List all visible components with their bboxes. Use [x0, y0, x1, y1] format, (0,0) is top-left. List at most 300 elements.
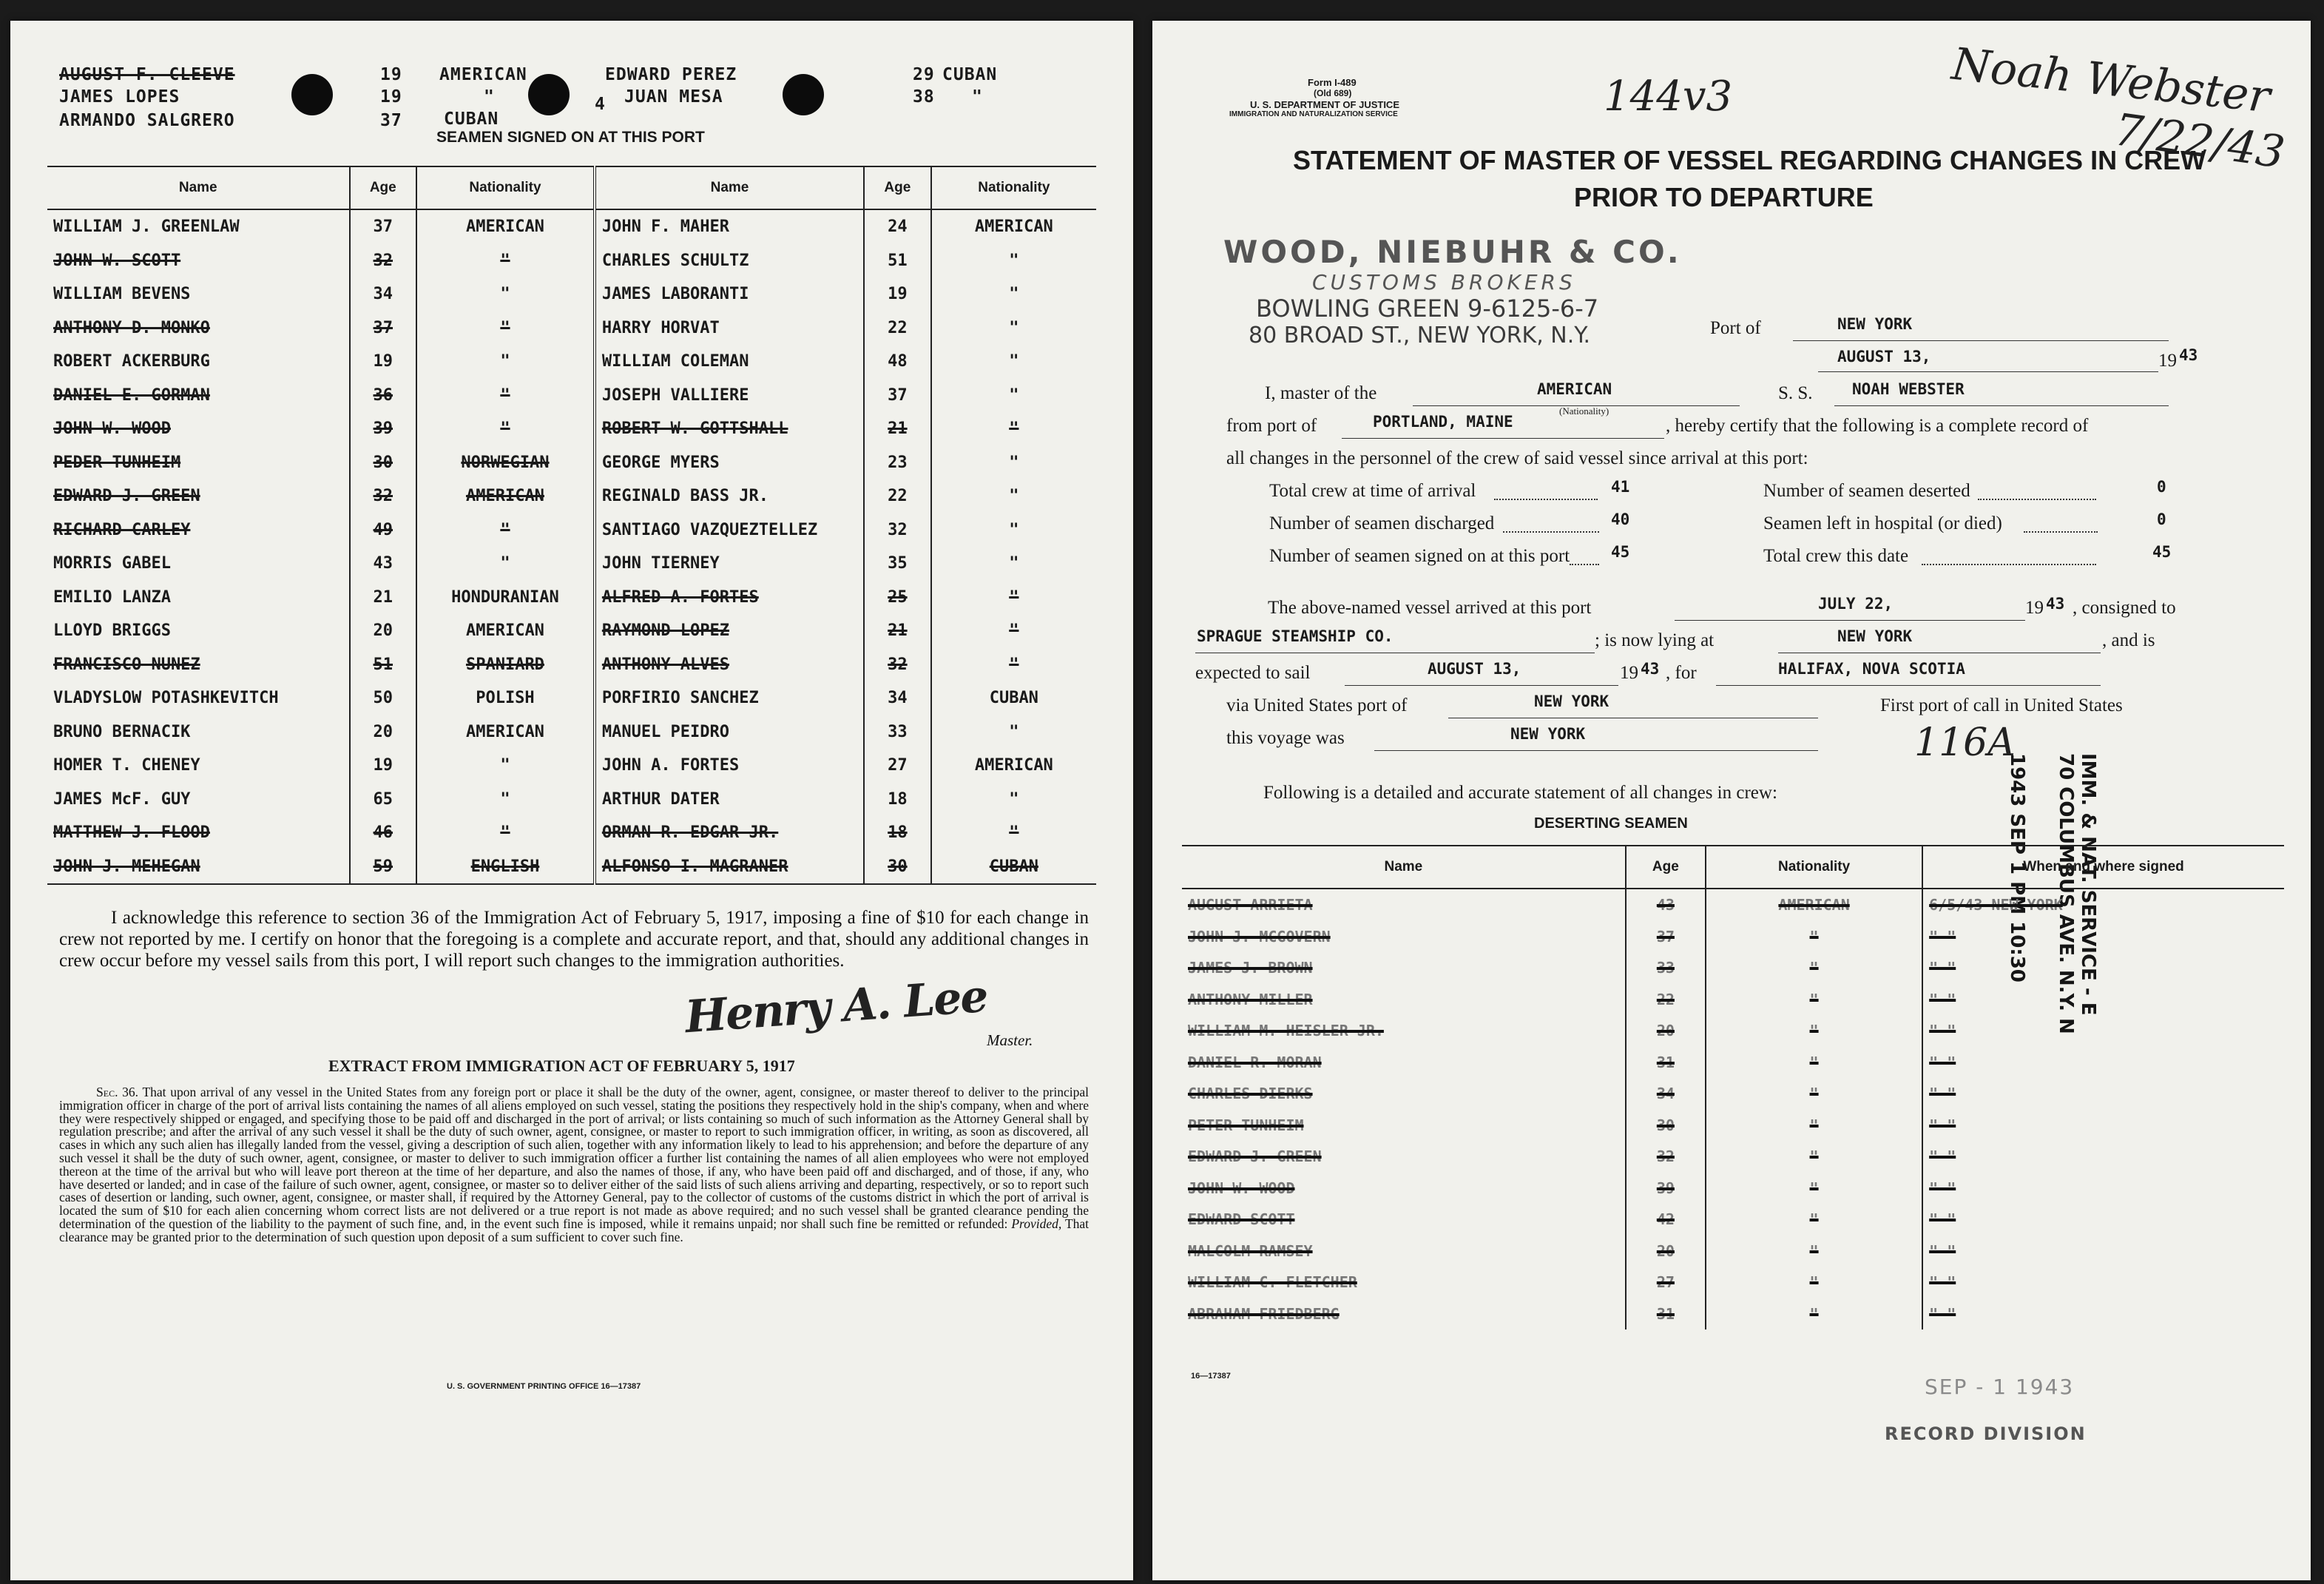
seaman-age: 19 [350, 749, 417, 783]
table-row [47, 209, 1096, 244]
seaman-name: WILLIAM COLEMAN [595, 345, 864, 379]
seaman-age: 32 [350, 479, 417, 513]
table-row [47, 783, 1096, 817]
from-port-label: from port of [1226, 416, 1317, 436]
deserter-nationality: " [1706, 1298, 1922, 1330]
lying-text: ; is now lying at [1595, 630, 1715, 650]
port-label: Port of [1710, 318, 1761, 338]
destination-line [1716, 685, 2101, 686]
seaman-age: 24 [864, 209, 931, 244]
seaman-nationality: " [416, 749, 595, 783]
old-form-number: (Old 689) [1314, 88, 1352, 98]
broker-address: 80 BROAD ST., NEW YORK, N.Y. [1249, 323, 1591, 348]
seaman-name: REGINALD BASS JR. [595, 479, 864, 513]
deserter-nationality: " [1706, 1047, 1922, 1079]
deserter-nationality: " [1706, 1267, 1922, 1298]
col-header-name: Name [1182, 846, 1626, 889]
sail-year-prefix: 19 [1620, 663, 1638, 683]
broker-phone: BOWLING GREEN 9-6125-6-7 [1256, 294, 1599, 323]
deserting-title: DESERTING SEAMEN [1534, 815, 1688, 832]
year-prefix: 19 [2158, 351, 2177, 371]
changes-text: all changes in the personnel of the crew of said vessel since arrival at this port: [1226, 448, 1808, 468]
table-row [1182, 1141, 2284, 1173]
col-header-name: Name [47, 166, 350, 209]
deserted-label: Number of seamen deserted [1763, 481, 1970, 501]
seaman-age: 18 [864, 783, 931, 817]
top-nationality: " [484, 87, 495, 107]
seaman-name: JOHN TIERNEY [595, 547, 864, 581]
department-name: U. S. DEPARTMENT OF JUSTICE [1250, 99, 1399, 110]
seaman-nationality: HONDURANIAN [416, 581, 595, 615]
certify-text: , hereby certify that the following is a complete record of [1666, 416, 2089, 436]
seaman-name: PEDER TUNHEIM [53, 453, 181, 472]
handwritten-ship-name: Noah Webster [1949, 38, 2273, 124]
top-name: EDWARD PEREZ [605, 65, 737, 84]
left-page [10, 21, 1133, 1580]
seaman-name: ARTHUR DATER [595, 783, 864, 817]
seaman-name: EDWARD J. GREEN [53, 487, 200, 506]
seaman-name: JOHN F. MAHER [595, 209, 864, 244]
seaman-nationality: SPANIARD [416, 648, 595, 682]
seaman-nationality: " [931, 783, 1096, 817]
received-stamp: SEP - 1 1943 [1925, 1375, 2075, 1399]
deserting-seamen-table [1182, 845, 2284, 1329]
col-header-age: Age [350, 166, 417, 209]
seaman-age: 21 [350, 581, 417, 615]
seaman-nationality: " [931, 648, 1096, 682]
seaman-name: HOMER T. CHENEY [53, 756, 200, 775]
col-header-age: Age [864, 166, 931, 209]
total-arrival-value: 41 [1611, 478, 1630, 496]
seaman-name: MATTHEW J. FLOOD [53, 823, 210, 843]
deserter-nationality: " [1706, 921, 1922, 953]
punch-hole [528, 74, 570, 115]
deserter-age: 33 [1626, 952, 1706, 984]
sail-date: AUGUST 13, [1428, 660, 1521, 678]
form-title-line-2: PRIOR TO DEPARTURE [1574, 182, 1874, 212]
table-row [47, 345, 1096, 379]
handwritten-116a: 116A [1914, 721, 2016, 765]
voyage-line [1374, 750, 1818, 751]
deserter-nationality: " [1706, 1110, 1922, 1142]
seaman-name: ANTHONY ALVES [595, 648, 864, 682]
seaman-name: ALFRED A. FORTES [595, 581, 864, 615]
table-row [47, 513, 1096, 547]
table-row [1182, 1204, 2284, 1236]
form-title-line-1: STATEMENT OF MASTER OF VESSEL REGARDING CHANGES IN CREW [1293, 145, 2206, 175]
seaman-age: 35 [864, 547, 931, 581]
seaman-nationality: AMERICAN [416, 479, 595, 513]
total-date-value: 45 [2152, 543, 2172, 561]
dots [1922, 564, 2096, 565]
extract-title: EXTRACT FROM IMMIGRATION ACT OF FEBRUARY 5, 1917 [328, 1056, 795, 1075]
deserter-name: CHARLES DIERKS [1188, 1085, 1313, 1103]
seaman-name: ORMAN R. EDGAR JR. [595, 816, 864, 850]
seaman-nationality: " [416, 412, 595, 446]
table-row [1182, 952, 2284, 984]
top-nationality: AMERICAN [439, 65, 527, 84]
top-nationality: " [972, 87, 983, 107]
seaman-name: RICHARD CARLEY [53, 520, 191, 539]
seaman-nationality: " [931, 277, 1096, 311]
table-row [47, 648, 1096, 682]
from-port-line [1342, 438, 1664, 439]
col-header-nationality: Nationality [416, 166, 595, 209]
deserter-age: 30 [1626, 1110, 1706, 1142]
dots [1503, 531, 1599, 533]
table-row [47, 479, 1096, 513]
seaman-age: 32 [864, 513, 931, 547]
seaman-age: 18 [864, 816, 931, 850]
for-text: , for [1666, 663, 1697, 683]
seaman-age: 51 [864, 244, 931, 278]
table-row [47, 581, 1096, 615]
seaman-name: PORFIRIO SANCHEZ [595, 681, 864, 715]
deserter-name: PETER TUNHEIM [1188, 1116, 1304, 1134]
expected-text: expected to sail [1195, 663, 1311, 683]
seaman-nationality: AMERICAN [416, 614, 595, 648]
table-row [47, 244, 1096, 278]
table-row [47, 379, 1096, 413]
following-text: Following is a detailed and accurate statement of all changes in crew: [1263, 783, 1777, 803]
deserter-nationality: " [1706, 1204, 1922, 1236]
seaman-age: 34 [350, 277, 417, 311]
deserter-nationality: " [1706, 1236, 1922, 1267]
deserter-when-where: " " [1922, 1204, 2284, 1236]
seaman-name: WILLIAM J. GREENLAW [53, 218, 240, 237]
deserter-when-where: " " [1922, 1078, 2284, 1110]
broker-type: CUSTOMS BROKERS [1312, 270, 1576, 294]
seaman-nationality: " [416, 816, 595, 850]
seaman-age: 27 [864, 749, 931, 783]
seaman-nationality: ENGLISH [416, 850, 595, 885]
seaman-age: 36 [350, 379, 417, 413]
master-signature: Henry A. Lee [683, 970, 989, 1044]
deserter-nationality: " [1706, 1141, 1922, 1173]
deserter-when-where: " " [1922, 1236, 2284, 1267]
seaman-nationality: " [931, 446, 1096, 480]
ship-name: NOAH WEBSTER [1852, 380, 1965, 398]
deserter-when-where: " " [1922, 921, 2284, 953]
deserter-name: ANTHONY MILLER [1188, 990, 1313, 1008]
top-age: 29 [913, 65, 935, 84]
deserter-when-where: " " [1922, 1141, 2284, 1173]
col-header-nationality: Nationality [1706, 846, 1922, 889]
seaman-age: 20 [350, 715, 417, 749]
seaman-nationality: " [931, 513, 1096, 547]
date-value: AUGUST 13, [1837, 348, 1931, 365]
deserter-age: 42 [1626, 1204, 1706, 1236]
section-body: That upon arrival of any vessel in the United States from any foreign port or place it shall be the duty of the owner, agent, consignee, or master thereof to deliver to the principal immigration officer in charge of the port of arrival lists containing the names of all aliens employed on such vessel, stating the positions they respectively hold in the ship's company, when and where they were respectively shipped or engaged, and specifying those to be paid off and discharged in the port of arrival; or lists containing so much of such information as the Attorney General shall by regulation prescribe; and after the arrival of any such vessel it shall be the duty of such owner, agent, consignee, or master to report to such immigration officer, in writing, as soon as discovered, all cases in which any such alien has illegally landed from the vessel, giving a description of such alien, together with any information likely to lead to his apprehension; and before the departure of any such vessel it shall be the duty of such owner, agent, consignee, or master to deliver to such immigration officer a further list containing the names of all alien employees who were not employed thereon at the time of the arrival but who will leave port thereon at the time of her departure, and also the names of those, if any, who have been paid off and discharged, and of those, if any, who have deserted or landed; and in case of the failure of such owner, agent, consignee, or master so to deliver either of the said lists of such aliens arriving and departing, respectively, or so to report such cases of desertion or landing, such owner, agent, consignee, or master shall, if required by the Attorney General, pay to the collector of customs of the customs district in which the port of arrival is located the sum of $10 for each alien concerning whom correct lists are not delivered or a true report is not made as above required; and no such vessel shall be granted clearance pending the determination of the question of the liability to the payment of such fine, and, in the event such fine is imposed, while it remains unpaid; nor shall such fine be remitted or refunded: [59, 1085, 1089, 1231]
deserter-when-where: " " [1922, 1173, 2284, 1204]
seaman-nationality: " [931, 412, 1096, 446]
seaman-nationality: CUBAN [931, 850, 1096, 885]
from-port: PORTLAND, MAINE [1373, 413, 1513, 431]
deserter-nationality: AMERICAN [1706, 889, 1922, 921]
table-row [1182, 1047, 2284, 1079]
table-row [47, 547, 1096, 581]
date-line [1818, 371, 2158, 372]
deserter-when-where: " " [1922, 1110, 2284, 1142]
deserter-when-where: " " [1922, 1267, 2284, 1298]
seaman-age: 51 [350, 648, 417, 682]
deserter-age: 20 [1626, 1236, 1706, 1267]
imm-stamp-line-1: IMM. & NAT. SERVICE - E [2077, 753, 2099, 1016]
deserter-age: 27 [1626, 1267, 1706, 1298]
seaman-age: 19 [350, 345, 417, 379]
seaman-nationality: " [416, 783, 595, 817]
section-label: Sec. 36. [96, 1085, 139, 1099]
table-row [1182, 921, 2284, 953]
seaman-nationality: AMERICAN [416, 715, 595, 749]
table-row [47, 277, 1096, 311]
seaman-name: MORRIS GABEL [53, 554, 171, 573]
top-name: JAMES LOPES [59, 87, 180, 107]
master-label: Master. [987, 1031, 1033, 1049]
deserter-name: JOHN W. WOOD [1188, 1179, 1295, 1197]
seaman-name: CHARLES SCHULTZ [595, 244, 864, 278]
seaman-age: 19 [864, 277, 931, 311]
deserter-name: WILLIAM C. FLETCHER [1188, 1273, 1357, 1292]
deserted-value: 0 [2157, 478, 2166, 496]
seaman-age: 39 [350, 412, 417, 446]
seaman-name: JOHN W. SCOTT [53, 251, 181, 270]
provided-word: Provided, [1011, 1216, 1062, 1231]
nationality-caption: (Nationality) [1559, 405, 1609, 417]
seaman-name: ROBERT ACKERBURG [53, 352, 210, 371]
seaman-age: 21 [864, 614, 931, 648]
seaman-nationality: " [931, 379, 1096, 413]
signed-on-value: 45 [1611, 543, 1630, 561]
handwritten-date: 7/22/43 [2111, 104, 2288, 179]
hospital-value: 0 [2157, 510, 2166, 528]
deserter-nationality: " [1706, 1015, 1922, 1047]
seaman-age: 37 [350, 209, 417, 244]
seaman-nationality: CUBAN [931, 681, 1096, 715]
vessel-nationality: AMERICAN [1537, 380, 1612, 398]
deserter-name: JOHN J. MCGOVERN [1188, 927, 1331, 946]
seaman-age: 34 [864, 681, 931, 715]
seaman-name: ALFONSO I. MAGRANER [595, 850, 864, 885]
year-value: 43 [2179, 346, 2198, 364]
seaman-age: 37 [350, 311, 417, 346]
seaman-nationality: " [416, 277, 595, 311]
seaman-age: 33 [864, 715, 931, 749]
first-call-text: First port of call in United States [1880, 695, 2123, 715]
seaman-nationality: " [931, 581, 1096, 615]
dots [2024, 531, 2098, 533]
lying-at: NEW YORK [1837, 627, 1913, 645]
seaman-name: MANUEL PEIDRO [595, 715, 864, 749]
seaman-age: 22 [864, 311, 931, 346]
deserter-age: 37 [1626, 921, 1706, 953]
broker-name: WOOD, NIEBUHR & CO. [1223, 234, 1682, 270]
total-date-label: Total crew this date [1763, 546, 1909, 566]
deserter-when-where: " " [1922, 1047, 2284, 1079]
master-of-the-label: I, master of the [1265, 383, 1377, 403]
deserter-when-where: 6/5/43 NEW YORK [1922, 889, 2284, 921]
top-name: AUGUST F. CLEEVE [59, 65, 235, 84]
arrived-text: The above-named vessel arrived at this port [1268, 598, 1592, 618]
deserter-nationality: " [1706, 984, 1922, 1016]
table-row [1182, 1173, 2284, 1204]
seamen-signed-table [47, 166, 1096, 885]
seaman-name: RAYMOND LOPEZ [595, 614, 864, 648]
seaman-name: EMILIO LANZA [53, 587, 171, 607]
section-end: That clearance may be granted prior to the determination of such question upon deposit of a sum sufficient to cover such fine. [59, 1216, 1090, 1244]
seaman-name: GEORGE MYERS [595, 446, 864, 480]
top-age: 19 [380, 65, 402, 84]
deserter-nationality: " [1706, 1078, 1922, 1110]
seaman-nationality: " [931, 479, 1096, 513]
destination: HALIFAX, NOVA SCOTIA [1778, 660, 1965, 678]
seaman-nationality: " [416, 547, 595, 581]
dots [1570, 564, 1599, 565]
top-age: 38 [913, 87, 935, 107]
handwritten-number: 144v3 [1604, 73, 1733, 121]
via-port: NEW YORK [1534, 692, 1609, 710]
form-footer: 16—17387 [1191, 1372, 1231, 1381]
seaman-name: JOHN J. MEHEGAN [53, 857, 200, 876]
table-row [1182, 1110, 2284, 1142]
seaman-age: 50 [350, 681, 417, 715]
and-is-text: , and is [2102, 630, 2155, 650]
deserter-age: 31 [1626, 1298, 1706, 1330]
seaman-nationality: " [416, 311, 595, 346]
table-header-row [47, 166, 1096, 209]
dots [1494, 499, 1598, 500]
port-value: NEW YORK [1837, 315, 1913, 333]
top-four: 4 [595, 95, 606, 114]
arrived-year-prefix: 19 [2025, 598, 2044, 618]
deserter-age: 31 [1626, 1047, 1706, 1079]
seaman-nationality: " [931, 816, 1096, 850]
table-row [1182, 889, 2284, 921]
seaman-nationality: " [931, 345, 1096, 379]
imm-stamp-line-2: 70 COLUMBUS AVE. N.Y. N [2055, 753, 2077, 1034]
acknowledgement-text: I acknowledge this reference to section 36 of the Immigration Act of February 5, 1917, imposing a fine of $10 for each change in crew not reported by me. I certify on honor that the foregoing is a complete and accurate report, and that, should any additional changes in crew occur before my vessel sails from this port, I will report such changes to the immigration authorities. [59, 908, 1089, 971]
seaman-age: 32 [350, 244, 417, 278]
via-text: via United States port of [1226, 695, 1408, 715]
arrived-date: JULY 22, [1818, 595, 1894, 613]
seaman-name: VLADYSLOW POTASHKEVITCH [53, 689, 279, 708]
seaman-nationality: AMERICAN [931, 749, 1096, 783]
table-row [1182, 984, 2284, 1016]
seaman-age: 32 [864, 648, 931, 682]
seaman-age: 48 [864, 345, 931, 379]
arrived-year: 43 [2046, 595, 2065, 613]
table-row [47, 850, 1096, 885]
table-row [1182, 1298, 2284, 1330]
seaman-name: DANIEL E. GORMAN [53, 385, 210, 405]
printing-office-footer: U. S. GOVERNMENT PRINTING OFFICE 16—17387 [447, 1382, 641, 1391]
seaman-nationality: " [931, 715, 1096, 749]
table-row [1182, 1267, 2284, 1298]
seaman-nationality: AMERICAN [931, 209, 1096, 244]
seaman-nationality: " [416, 379, 595, 413]
seaman-nationality: " [931, 244, 1096, 278]
seaman-name: BRUNO BERNACIK [53, 722, 191, 741]
seaman-age: 20 [350, 614, 417, 648]
table-row [1182, 1015, 2284, 1047]
col-header-name: Name [595, 166, 864, 209]
table-row [47, 446, 1096, 480]
col-header-when-where: When and where signed [1922, 846, 2284, 889]
seaman-name: LLOYD BRIGGS [53, 621, 171, 641]
seaman-name: SANTIAGO VAZQUEZTELLEZ [595, 513, 864, 547]
seaman-nationality: POLISH [416, 681, 595, 715]
deserter-when-where: " " [1922, 1298, 2284, 1330]
deserter-age: 20 [1626, 1015, 1706, 1047]
signed-on-label: Number of seamen signed on at this port [1269, 546, 1570, 566]
port-line [1793, 340, 2169, 341]
seaman-age: 23 [864, 446, 931, 480]
form-number: Form I-489 [1308, 77, 1357, 88]
table-row [1182, 1236, 2284, 1267]
imm-stamp-date: 1943 SEP 1 PM 10:30 [2006, 753, 2028, 983]
deserter-name: EDWARD SCOTT [1188, 1210, 1295, 1229]
seaman-name: ANTHONY D. MONKO [53, 318, 210, 337]
seaman-age: 49 [350, 513, 417, 547]
seaman-age: 37 [864, 379, 931, 413]
deserter-name: WILLIAM M. HEISLER JR. [1188, 1022, 1384, 1040]
deserter-name: JAMES J. BROWN [1188, 959, 1313, 977]
top-nationality: CUBAN [444, 109, 499, 129]
top-nationality: CUBAN [942, 65, 998, 84]
deserter-age: 39 [1626, 1173, 1706, 1204]
punch-hole [783, 74, 824, 115]
total-arrival-label: Total crew at time of arrival [1269, 481, 1476, 501]
seaman-name: JOSEPH VALLIERE [595, 379, 864, 413]
col-header-nationality: Nationality [931, 166, 1096, 209]
deserter-when-where: " " [1922, 952, 2284, 984]
seaman-nationality: " [416, 244, 595, 278]
deserter-nationality: " [1706, 1173, 1922, 1204]
table-header-row [1182, 846, 2284, 889]
ship-name-line [1834, 405, 2169, 406]
seaman-name: HARRY HORVAT [595, 311, 864, 346]
seaman-age: 21 [864, 412, 931, 446]
table-row [47, 311, 1096, 346]
table-row [47, 749, 1096, 783]
seaman-nationality: " [931, 614, 1096, 648]
broker-stamp [1223, 234, 1682, 348]
deserter-when-where: " " [1922, 1015, 2284, 1047]
deserter-name: ABRAHAM FRIEDBERG [1188, 1304, 1340, 1323]
voyage-port: NEW YORK [1510, 725, 1586, 743]
section-title: SEAMEN SIGNED ON AT THIS PORT [436, 129, 705, 146]
deserter-name: EDWARD J. GREEN [1188, 1147, 1322, 1166]
seaman-age: 65 [350, 783, 417, 817]
consigned-text: , consigned to [2073, 598, 2176, 618]
seaman-age: 22 [864, 479, 931, 513]
seaman-age: 30 [350, 446, 417, 480]
ss-label: S. S. [1778, 383, 1813, 403]
seaman-nationality: " [416, 345, 595, 379]
seaman-nationality: " [931, 311, 1096, 346]
col-header-age: Age [1626, 846, 1706, 889]
dots [1978, 499, 2096, 500]
deserter-nationality: " [1706, 952, 1922, 984]
deserter-when-where: " " [1922, 984, 2284, 1016]
deserter-age: 34 [1626, 1078, 1706, 1110]
seaman-age: 30 [864, 850, 931, 885]
deserter-age: 22 [1626, 984, 1706, 1016]
punch-hole [291, 74, 333, 115]
seaman-name: JOHN W. WOOD [53, 419, 171, 439]
hospital-label: Seamen left in hospital (or died) [1763, 513, 2002, 533]
service-name: IMMIGRATION AND NATURALIZATION SERVICE [1229, 110, 1398, 118]
